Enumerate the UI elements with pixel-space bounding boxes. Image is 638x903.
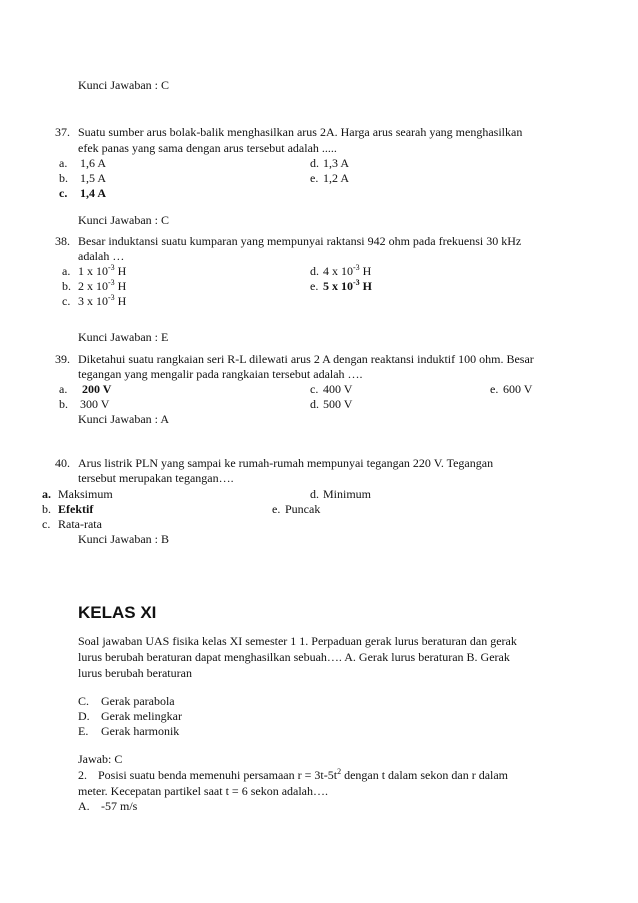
option-text: Puncak bbox=[285, 502, 321, 516]
option-text: 600 V bbox=[503, 382, 533, 396]
option-value: 3 x $10^{-3}$ H bbox=[78, 293, 127, 308]
option-letter: c. bbox=[42, 517, 51, 531]
option-text: 500 V bbox=[323, 397, 353, 411]
option-letter: c. bbox=[310, 382, 319, 396]
option-text: 1,6 A bbox=[80, 156, 107, 170]
question-40-stem-line2: tersebut merupakan tegangan…. bbox=[78, 471, 234, 485]
option-text: 1,5 A bbox=[80, 171, 107, 185]
option-letter: e. bbox=[272, 502, 281, 516]
option-value-correct: 5 x $10^{-3}$ H bbox=[323, 278, 373, 293]
option-value: 1 x $10^{-3}$ H bbox=[78, 263, 127, 278]
option-letter: a. bbox=[42, 487, 51, 501]
option-letter: A. bbox=[78, 799, 90, 813]
option-text: 1,3 A bbox=[323, 156, 350, 170]
option-letter: D. bbox=[78, 709, 90, 723]
option-letter: b. bbox=[59, 171, 68, 185]
option-text: -57 m/s bbox=[101, 799, 138, 813]
question-38-stem-line1: Besar induktansi suatu kumparan yang mempunyai raktansi 942 ohm pada frekuensi 30 kHz bbox=[78, 234, 522, 248]
option-letter: a. bbox=[62, 264, 71, 278]
section-intro-line3: lurus berubah beraturan bbox=[78, 666, 192, 680]
option-text-correct: 200 V bbox=[82, 382, 112, 396]
option-text: Rata-rata bbox=[58, 517, 102, 531]
option-letter: a. bbox=[59, 156, 68, 170]
question-37-stem-line1: Suatu sumber arus bolak-balik menghasilkan arus 2A. Harga arus searah yang menghasilkan bbox=[78, 125, 523, 139]
option-letter: a. bbox=[59, 382, 68, 396]
option-text-correct: 1,4 A bbox=[80, 186, 107, 200]
option-text: 400 V bbox=[323, 382, 353, 396]
option-letter: b. bbox=[59, 397, 68, 411]
question-38-stem-line2: adalah … bbox=[78, 249, 125, 263]
question-number-40: 40. bbox=[55, 456, 70, 470]
answer-key-36: Kunci Jawaban : C bbox=[78, 78, 169, 92]
question-number-37: 37. bbox=[55, 125, 70, 139]
option-letter: d. bbox=[310, 156, 319, 170]
section-heading: KELAS XI bbox=[78, 603, 157, 622]
question-number-38: 38. bbox=[55, 234, 70, 248]
section-intro-line1: Soal jawaban UAS fisika kelas XI semester 1 1. Perpaduan gerak lurus beraturan dan gerak bbox=[78, 634, 517, 648]
option-letter-correct: c. bbox=[59, 186, 68, 200]
option-letter: e. bbox=[490, 382, 499, 396]
option-value: 4 x $10^{-3}$ H bbox=[323, 263, 372, 278]
question-number-2: 2. bbox=[78, 768, 87, 782]
question-number-39: 39. bbox=[55, 352, 70, 366]
option-text: Gerak melingkar bbox=[101, 709, 182, 723]
option-letter: b. bbox=[62, 279, 71, 293]
answer-key-40: Kunci Jawaban : B bbox=[78, 532, 169, 546]
question-40-stem-line1: Arus listrik PLN yang sampai ke rumah-rumah mempunyai tegangan 220 V. Tegangan bbox=[78, 456, 494, 470]
option-letter: c. bbox=[62, 294, 71, 308]
question-2-stem-line2: meter. Kecepatan partikel saat t = 6 sekon adalah…. bbox=[78, 784, 329, 798]
section-intro-line2: lurus berubah beraturan dapat menghasilkan sebuah…. A. Gerak lurus beraturan B. Gerak bbox=[78, 650, 510, 664]
option-letter: e. bbox=[310, 171, 319, 185]
option-letter: e. bbox=[310, 279, 319, 293]
option-value: 2 x $10^{-3}$ H bbox=[78, 278, 127, 293]
option-letter: d. bbox=[310, 487, 319, 501]
option-letter: E. bbox=[78, 724, 89, 738]
option-letter: d. bbox=[310, 397, 319, 411]
option-text-correct: Efektif bbox=[58, 502, 94, 516]
question-2-stem-line1: Posisi suatu benda memenuhi persamaan $r = 3t-5t^2$ dengan t dalam sekon dan r dalam bbox=[98, 767, 509, 782]
question-39-stem-line2: tegangan yang mengalir pada rangkaian tersebut adalah …. bbox=[78, 367, 363, 381]
option-letter: b. bbox=[42, 502, 51, 516]
option-letter: d. bbox=[310, 264, 319, 278]
question-37-stem-line2: efek panas yang sama dengan arus tersebut adalah ..... bbox=[78, 141, 337, 155]
answer-key-37: Kunci Jawaban : C bbox=[78, 213, 169, 227]
option-letter: C. bbox=[78, 694, 90, 708]
answer-key-kelas-1: Jawab: C bbox=[78, 752, 123, 766]
question-39-stem-line1: Diketahui suatu rangkaian seri R-L dilewati arus 2 A dengan reaktansi induktif 100 ohm. Besar bbox=[78, 352, 534, 366]
option-text: Gerak parabola bbox=[101, 694, 175, 708]
option-text: 300 V bbox=[80, 397, 110, 411]
option-text: Maksimum bbox=[58, 487, 113, 501]
answer-key-39: Kunci Jawaban : A bbox=[78, 412, 169, 426]
option-text: 1,2 A bbox=[323, 171, 350, 185]
option-text: Minimum bbox=[323, 487, 372, 501]
answer-key-38: Kunci Jawaban : E bbox=[78, 330, 169, 344]
option-text: Gerak harmonik bbox=[101, 724, 180, 738]
